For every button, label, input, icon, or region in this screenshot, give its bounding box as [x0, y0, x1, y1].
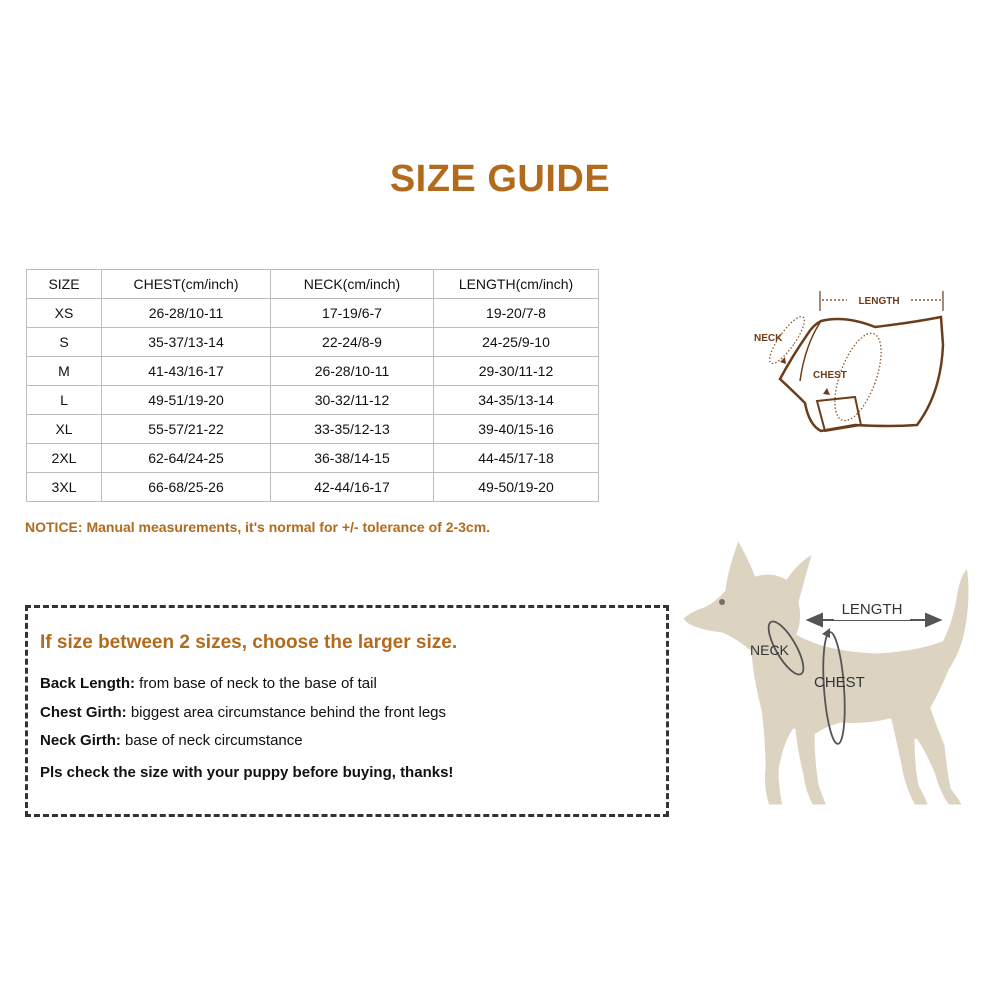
cell-neck: 36-38/14-15	[271, 444, 434, 473]
cell-neck: 42-44/16-17	[271, 473, 434, 502]
table-row	[27, 328, 599, 357]
table-row	[27, 357, 599, 386]
tip-chest-girth-text: biggest area circumstance behind the front legs	[126, 704, 447, 721]
garment-diagram	[745, 285, 960, 450]
cell-chest: 41-43/16-17	[102, 357, 271, 386]
dog-silhouette	[682, 538, 970, 806]
dog-diagram	[676, 530, 986, 820]
tip-chest-girth-label: Chest Girth:	[40, 704, 127, 721]
cell-size: M	[27, 357, 102, 386]
notice-text: NOTICE: Manual measurements, it's normal for +/- tolerance of 2-3cm.	[25, 519, 491, 535]
cell-size: 2XL	[27, 444, 102, 473]
cell-length: 49-50/19-20	[434, 473, 599, 502]
dog-length-label: LENGTH	[841, 601, 903, 618]
tips-heading: If size between 2 sizes, choose the larger size.	[40, 632, 458, 653]
cell-length: 29-30/11-12	[434, 357, 599, 386]
cell-neck: 30-32/11-12	[271, 386, 434, 415]
dog-neck-label: NECK	[750, 642, 789, 658]
tip-final-note: Pls check the size with your puppy before buying, thanks!	[40, 764, 454, 781]
garment-neck-label: NECK	[754, 333, 783, 344]
table-header-row	[27, 270, 599, 299]
tip-back-length-label: Back Length:	[40, 675, 136, 692]
cell-neck: 22-24/8-9	[271, 328, 434, 357]
tip-neck-girth	[40, 732, 303, 749]
cell-neck: 33-35/12-13	[271, 415, 434, 444]
page-title: SIZE GUIDE	[389, 158, 611, 200]
cell-chest: 55-57/21-22	[102, 415, 271, 444]
column-header-chest: CHEST(cm/inch)	[102, 270, 271, 299]
tip-back-length	[40, 675, 377, 692]
cell-size: XL	[27, 415, 102, 444]
column-header-length: LENGTH(cm/inch)	[434, 270, 599, 299]
cell-chest: 35-37/13-14	[102, 328, 271, 357]
sizing-tips-box	[25, 605, 669, 817]
cell-length: 24-25/9-10	[434, 328, 599, 357]
dog-chest-label: CHEST	[814, 674, 865, 691]
garment-length-label: LENGTH	[858, 296, 900, 307]
tip-back-length-text: from base of neck to the base of tail	[135, 675, 377, 692]
cell-chest: 62-64/24-25	[102, 444, 271, 473]
cell-size: XS	[27, 299, 102, 328]
table-row	[27, 299, 599, 328]
table-row	[27, 415, 599, 444]
cell-neck: 17-19/6-7	[271, 299, 434, 328]
cell-chest: 49-51/19-20	[102, 386, 271, 415]
cell-chest: 66-68/25-26	[102, 473, 271, 502]
cell-size: 3XL	[27, 473, 102, 502]
cell-size: L	[27, 386, 102, 415]
size-table	[26, 269, 599, 502]
tip-neck-girth-text: base of neck circumstance	[120, 732, 303, 749]
table-row	[27, 473, 599, 502]
cell-length: 39-40/15-16	[434, 415, 599, 444]
cell-chest: 26-28/10-11	[102, 299, 271, 328]
table-row	[27, 386, 599, 415]
cell-length: 34-35/13-14	[434, 386, 599, 415]
column-header-neck: NECK(cm/inch)	[271, 270, 434, 299]
tip-chest-girth	[40, 704, 446, 721]
garment-outline	[780, 317, 943, 431]
garment-chest-label: CHEST	[813, 370, 847, 381]
tip-neck-girth-label: Neck Girth:	[40, 732, 121, 749]
cell-size: S	[27, 328, 102, 357]
column-header-size: SIZE	[27, 270, 102, 299]
table-row	[27, 444, 599, 473]
cell-length: 44-45/17-18	[434, 444, 599, 473]
cell-length: 19-20/7-8	[434, 299, 599, 328]
cell-neck: 26-28/10-11	[271, 357, 434, 386]
